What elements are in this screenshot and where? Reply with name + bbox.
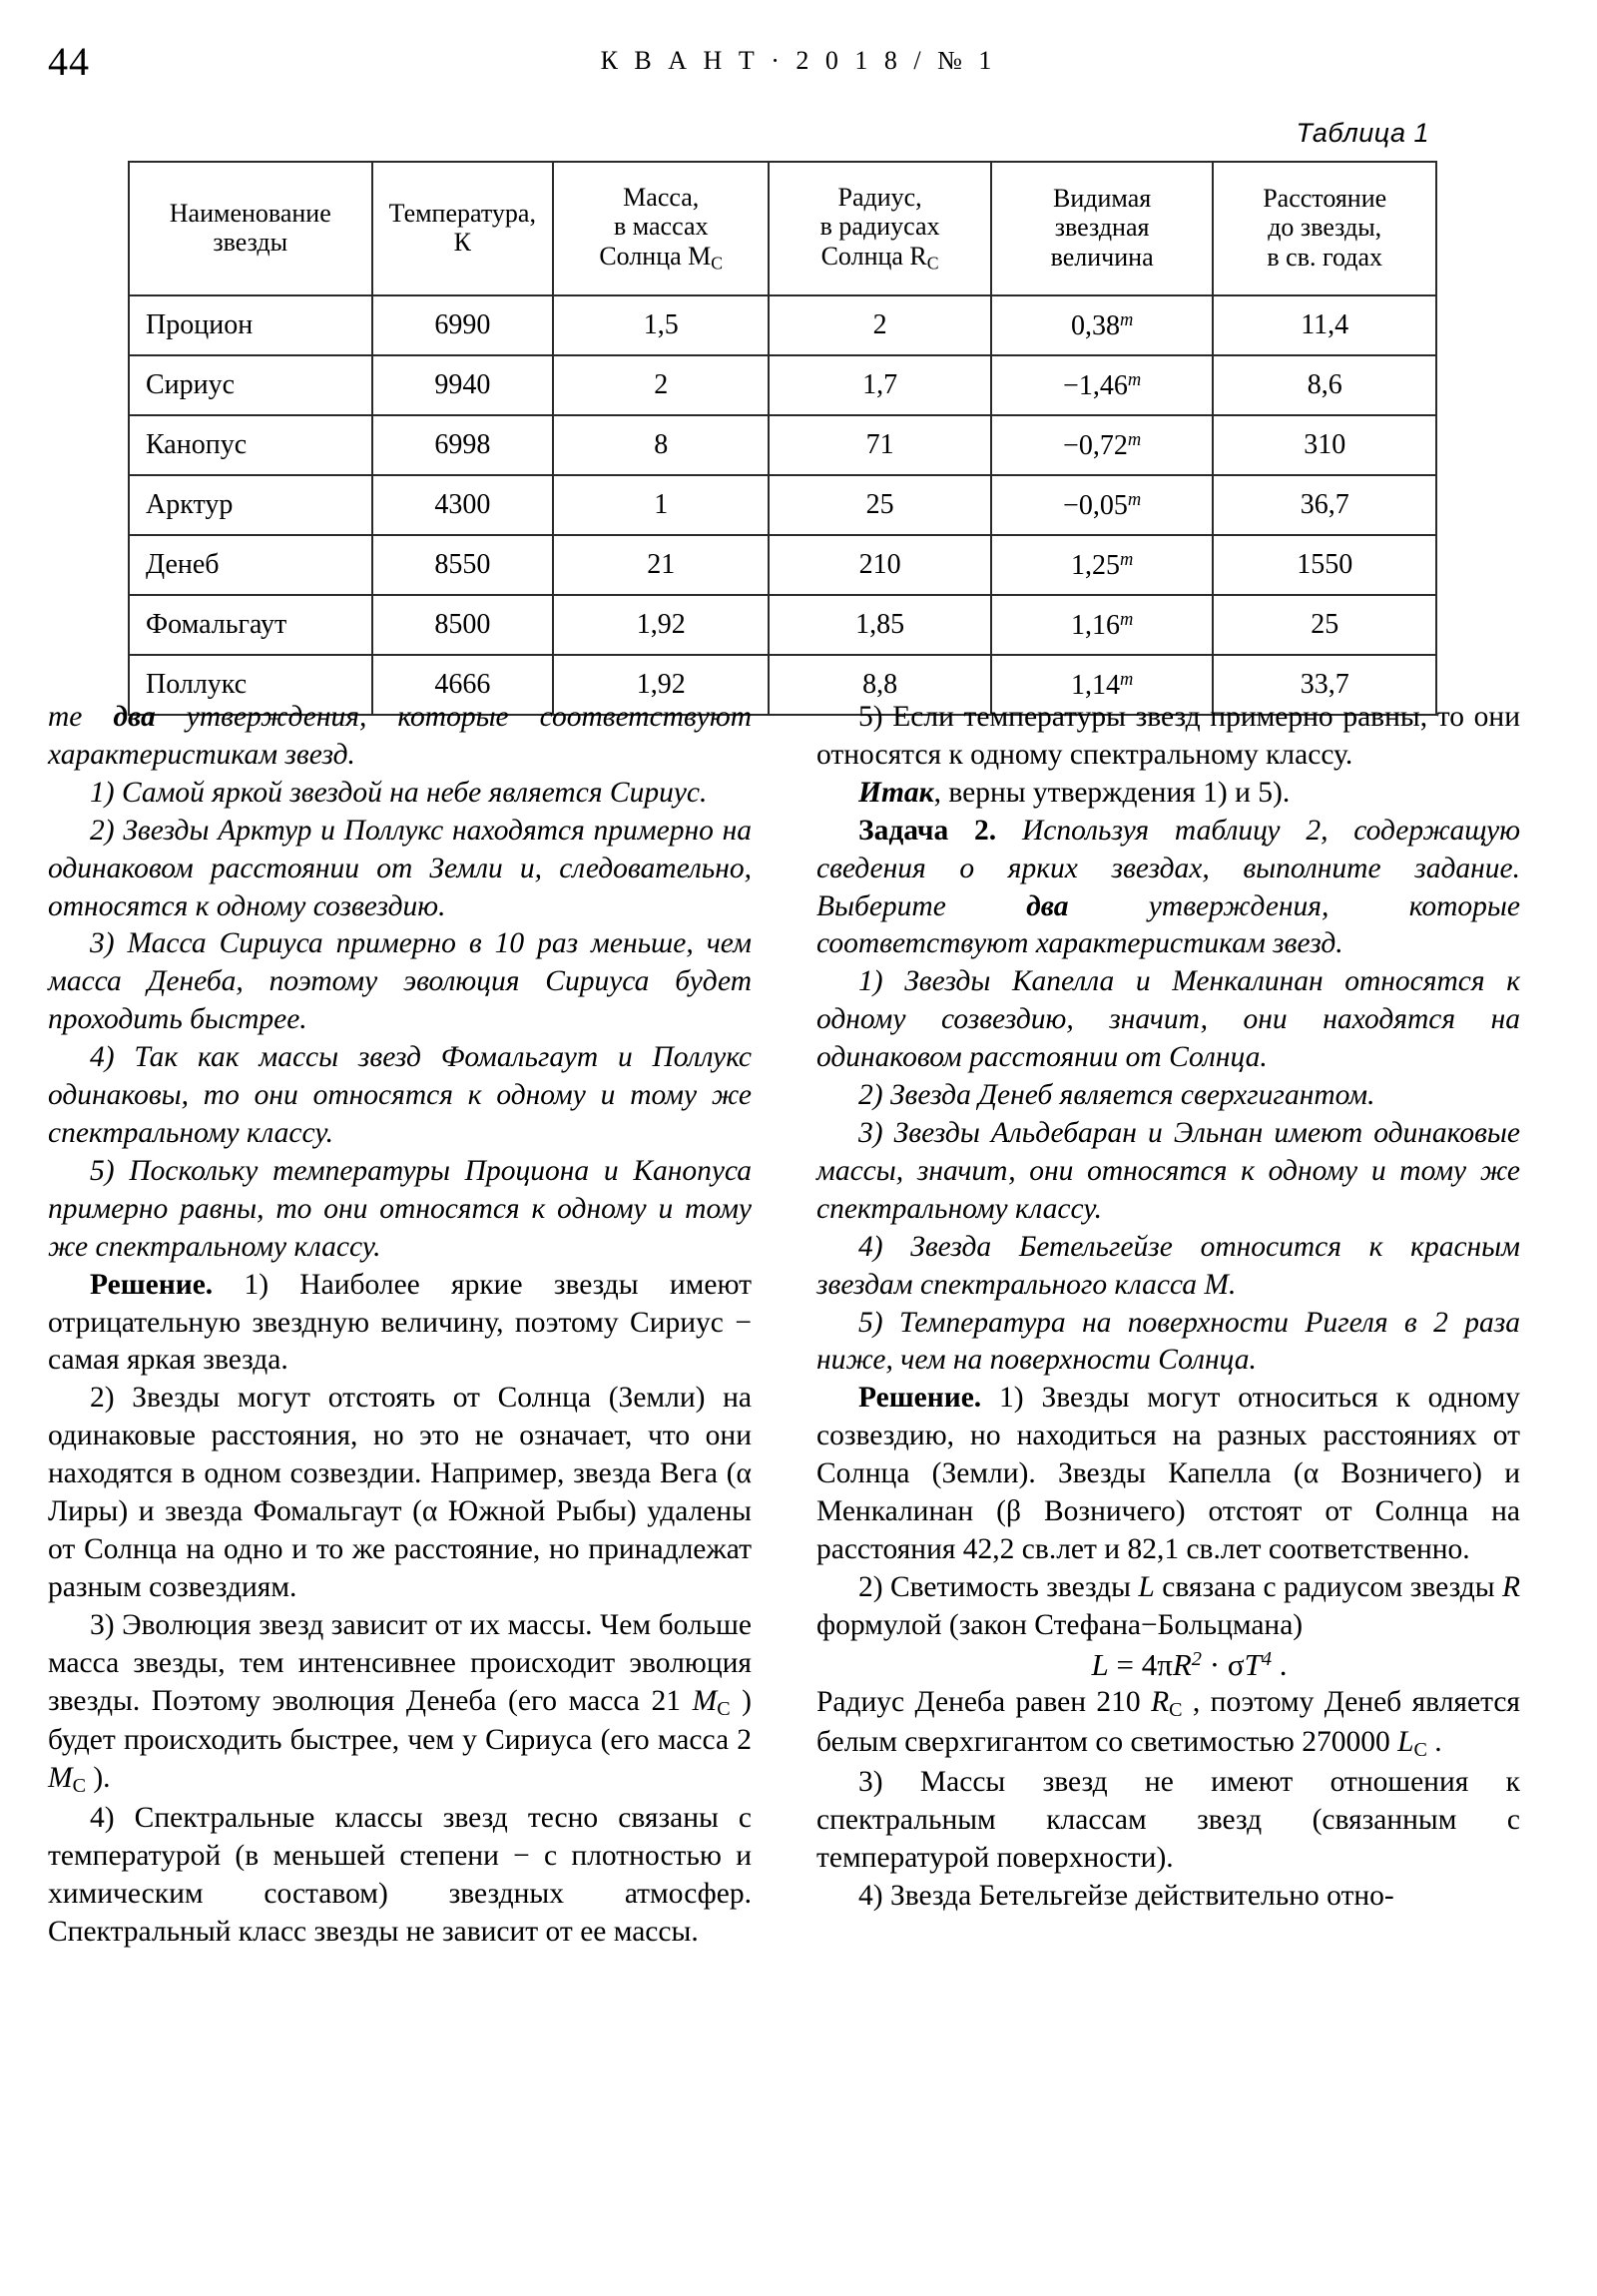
paragraph-statement-3: 3) Масса Сириуса примерно в 10 раз меньше, чем масса Денеба, поэтому эволюция Сириуса будет проходить быстрее. xyxy=(48,927,752,1036)
column-header-radius xyxy=(769,162,991,295)
luminosity-symbol: L xyxy=(1138,1570,1155,1603)
cell-temperature: 8550 xyxy=(372,535,554,595)
sun-subscript: С xyxy=(72,1775,86,1798)
table-row xyxy=(129,415,1436,475)
cell-magnitude: $-0,05^m$ xyxy=(991,475,1214,535)
cell-mass: 1,92 xyxy=(553,595,769,655)
cell-distance: 11,4 xyxy=(1213,295,1436,355)
header-line-1: Расстояние xyxy=(1263,183,1387,213)
cell-star-name: Арктур xyxy=(129,475,372,535)
right-text-column xyxy=(816,699,1520,1916)
header-line-2: в массах xyxy=(613,212,709,242)
paragraph-statement-1: 1) Самой яркой звездой на небе является Сириус. xyxy=(90,776,708,809)
paragraph-solution-5: 5) Если температуры звезд примерно равны, то они относятся к одному спектральному классу. xyxy=(816,701,1520,771)
cell-magnitude: $-1,46^m$ xyxy=(991,355,1214,415)
cell-temperature: 8500 xyxy=(372,595,554,655)
paragraph-t2-statement-5: 5) Температура на поверхности Ригеля в 2 раза ниже, чем на поверхности Солнца. xyxy=(816,1306,1520,1377)
cell-distance: 310 xyxy=(1213,415,1436,475)
paragraph-solution-4: 4) Спектральные классы звезд тесно связаны с температурой (в меньшей степени − с плотностью и химическим составом) звездных атмосфер. Спектральный класс звезды не зависит от ее массы. xyxy=(48,1802,752,1948)
header-line-2: К xyxy=(453,228,471,257)
mass-symbol: M xyxy=(48,1762,73,1795)
cell-mass: 2 xyxy=(553,355,769,415)
cell-temperature: 6990 xyxy=(372,295,554,355)
cell-mass: 1,5 xyxy=(553,295,769,355)
formula-T: T xyxy=(1244,1646,1262,1682)
formula-R-exponent: 2 xyxy=(1191,1647,1203,1670)
header-line-2: звездная xyxy=(1054,213,1150,243)
cell-distance: 36,7 xyxy=(1213,475,1436,535)
header-line-3: в св. годах xyxy=(1267,242,1383,272)
task2-label: Задача 2. xyxy=(858,814,997,847)
paragraph-t2-statement-1: 1) Звезды Капелла и Менкалинан относятся к одному созвездию, значит, они находятся на одинаковом расстоянии от Солнца. xyxy=(816,965,1520,1074)
paragraph-t2-solution-1: Решение. 1) Звезды могут относиться к одному созвездию, но находиться на разных расстояниях от Солнца (Земли). Звезды Капелла (α Возничего) и Менкалинан (β Возничего) отстоят от Солнца на расстояния 42,2 св.лет и 82,1 св.лет соответственно. xyxy=(816,1382,1520,1565)
cell-radius: 71 xyxy=(769,415,991,475)
sun-subscript: С xyxy=(1169,1699,1183,1722)
header-line-1: Радиус, xyxy=(837,182,922,212)
cell-mass: 1 xyxy=(553,475,769,535)
cell-temperature: 4300 xyxy=(372,475,554,535)
table-row xyxy=(129,535,1436,595)
cell-radius: 2 xyxy=(769,295,991,355)
column-header-mass xyxy=(553,162,769,295)
cell-radius: 210 xyxy=(769,535,991,595)
cell-radius: 25 xyxy=(769,475,991,535)
header-line-1: Температура, xyxy=(388,198,536,228)
table-row xyxy=(129,295,1436,355)
header-line-2: в радиусах xyxy=(819,212,940,242)
cell-radius: 1,7 xyxy=(769,355,991,415)
table-row xyxy=(129,475,1436,535)
cell-temperature: 6998 xyxy=(372,415,554,475)
cell-magnitude: 1,14$^m$ xyxy=(991,655,1214,715)
paragraph-solution-2: 2) Звезды могут отстоять от Солнца (Земли) на одинаковые расстояния, но это не означает, что они находятся в одном созвездии. Например, звезда Вега (α Лиры) и звезда Фомальгаут (α Южной Рыбы) удалены от Солнца на одно и то же расстояние, но принадлежат разным созвездиям. xyxy=(48,1382,752,1603)
table-header-row xyxy=(129,162,1436,295)
paragraph-conclusion: Итак, верны утверждения 1) и 5). xyxy=(858,776,1291,809)
star-properties-table xyxy=(128,161,1437,716)
cell-temperature: 9940 xyxy=(372,355,554,415)
cell-distance: 8,6 xyxy=(1213,355,1436,415)
header-line-3: величина xyxy=(1050,242,1154,272)
cell-star-name: Процион xyxy=(129,295,372,355)
sun-subscript: С xyxy=(926,253,939,274)
cell-mass: 8 xyxy=(553,415,769,475)
page-number: 44 xyxy=(48,39,90,84)
header-line-1: Масса, xyxy=(623,182,700,212)
formula-R: R xyxy=(1172,1646,1192,1682)
cell-distance: 25 xyxy=(1213,595,1436,655)
luminosity-symbol: L xyxy=(1397,1726,1414,1759)
solution-label: Решение. xyxy=(90,1268,214,1301)
cell-mass: 1,92 xyxy=(553,655,769,715)
paragraph-task-2: Задача 2. Используя таблицу 2, содержащую сведения о ярких звездах, выполните задание. Выберите два утверждения, которые соответствуют характеристикам звезд. xyxy=(816,814,1520,960)
stefan-boltzmann-formula: $L = 4\pi R^2 \cdot \sigma T^4$ . xyxy=(1091,1646,1288,1682)
paragraph-t2-solution-4: 4) Звезда Бетельгейзе действительно отно- xyxy=(858,1879,1394,1912)
cell-mass: 21 xyxy=(553,535,769,595)
cell-star-name: Денеб xyxy=(129,535,372,595)
paragraph-solution-3: 3) Эволюция звезд зависит от их массы. Чем больше масса звезды, тем интенсивнее происходит эволюция звезды. Поэтому эволюция Денеба (его масса 21 $M_С$ ) будет происходить быстрее, чем у Сириуса (его масса 2 $M_С$ ). xyxy=(48,1608,752,1798)
table-row xyxy=(129,595,1436,655)
formula-L: L xyxy=(1091,1646,1109,1682)
cell-radius: 1,85 xyxy=(769,595,991,655)
header-line-3: Солнца M xyxy=(599,241,712,271)
sun-subscript: С xyxy=(1413,1739,1427,1762)
paragraph-deneb-radius: Радиус Денеба равен 210 $R_С$ , поэтому Денеб является белым сверхгигантом со светимостью 270000 $L_С$ . xyxy=(816,1686,1521,1762)
paragraph-statement-5: 5) Поскольку температуры Проциона и Канопуса примерно равны, то они относятся к одному и тому же спектральному классу. xyxy=(48,1154,752,1263)
paragraph-t2-statement-4: 4) Звезда Бетельгейзе относится к красным звездам спектрального класса М. xyxy=(816,1230,1520,1301)
formula-T-exponent: 4 xyxy=(1261,1647,1273,1670)
itak-label: Итак xyxy=(858,776,934,809)
running-head xyxy=(0,38,1597,94)
column-header-name xyxy=(129,162,372,295)
table-body xyxy=(129,295,1436,715)
paragraph-t2-solution-3: 3) Массы звезд не имеют отношения к спектральным классам звезд (связанным с температурой поверхности). xyxy=(816,1766,1520,1874)
cell-magnitude: $-0,72^m$ xyxy=(991,415,1214,475)
paragraph-statement-2: 2) Звезды Арктур и Поллукс находятся примерно на одинаковом расстоянии от Земли и, следовательно, относятся к одному созвездию. xyxy=(48,814,752,922)
cell-distance: 33,7 xyxy=(1213,655,1436,715)
paragraph-solution-1: Решение. 1) Наиболее яркие звезды имеют отрицательную звездную величину, поэтому Сириус − самая яркая звезда. xyxy=(48,1268,752,1377)
paragraph-statement-4: 4) Так как массы звезд Фомальгаут и Поллукс одинаковы, то они относятся к одному и тому же спектральному классу. xyxy=(48,1041,752,1149)
cell-star-name: Сириус xyxy=(129,355,372,415)
cell-star-name: Фомальгаут xyxy=(129,595,372,655)
cell-magnitude: 0,38$^m$ xyxy=(991,295,1214,355)
table-caption: Таблица 1 xyxy=(1296,118,1429,148)
paragraph-t2-solution-2: 2) Светимость звезды L связана с радиусом звезды R формулой (закон Стефана−Больцмана) xyxy=(816,1570,1521,1641)
mass-symbol: M xyxy=(692,1684,718,1717)
header-line-2: звезды xyxy=(213,228,288,257)
header-line-1: Наименование xyxy=(169,198,331,228)
paragraph-t2-statement-3: 3) Звезды Альдебаран и Эльнан имеют одинаковые массы, значит, они относятся к одному и тому же спектральному классу. xyxy=(816,1116,1520,1225)
table-row xyxy=(129,355,1436,415)
paragraph-task1-intro: те два утверждения, которые соответствуют характеристикам звезд. xyxy=(48,701,752,771)
cell-star-name: Канопус xyxy=(129,415,372,475)
sun-subscript: С xyxy=(711,253,724,274)
radius-symbol: R xyxy=(1501,1570,1521,1603)
paragraph-t2-statement-2: 2) Звезда Денеб является сверхгигантом. xyxy=(858,1079,1375,1112)
column-header-distance xyxy=(1213,162,1436,295)
header-line-3: Солнца R xyxy=(820,241,927,271)
header-line-2: до звезды, xyxy=(1268,213,1382,243)
cell-temperature: 4666 xyxy=(372,655,554,715)
radius-symbol: R xyxy=(1151,1686,1170,1719)
cell-magnitude: 1,25$^m$ xyxy=(991,535,1214,595)
cell-magnitude: 1,16$^m$ xyxy=(991,595,1214,655)
cell-star-name: Поллукс xyxy=(129,655,372,715)
column-header-temperature xyxy=(372,162,554,295)
journal-title: К В А Н Т · 2 0 1 8 / № 1 xyxy=(600,46,997,75)
column-header-magnitude xyxy=(991,162,1214,295)
sun-subscript: С xyxy=(717,1697,731,1720)
cell-distance: 1550 xyxy=(1213,535,1436,595)
solution-label: Решение. xyxy=(858,1382,982,1415)
left-text-column xyxy=(48,699,752,1952)
cell-radius: 8,8 xyxy=(769,655,991,715)
header-line-1: Видимая xyxy=(1053,183,1152,213)
